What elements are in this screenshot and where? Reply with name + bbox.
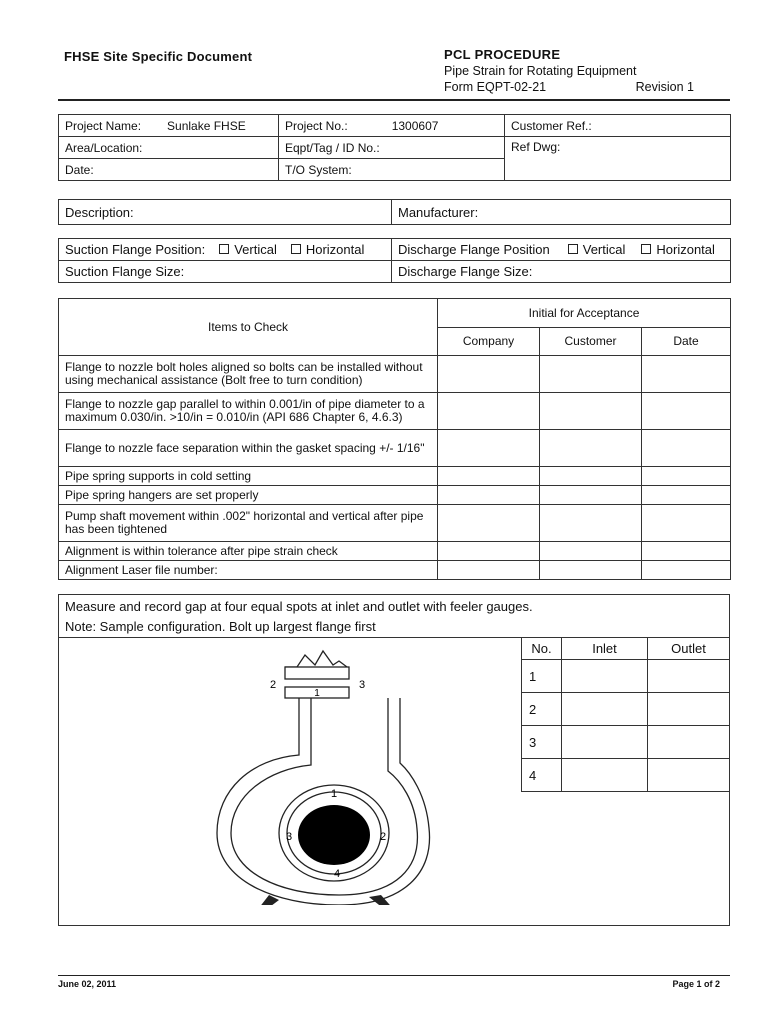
gap-measurement-table [521, 637, 730, 792]
suction-size-field[interactable] [59, 261, 392, 283]
description-table [58, 199, 731, 225]
check-item-1-company[interactable] [438, 356, 540, 393]
procedure-header [444, 47, 724, 95]
date-label: Date: [65, 162, 94, 177]
discharge-horizontal-label: Horizontal [656, 242, 715, 257]
date-header: Date [642, 327, 731, 356]
eqpt-tag-field[interactable] [279, 137, 505, 159]
discharge-vertical-label: Vertical [582, 242, 626, 257]
check-item-6-company[interactable] [438, 505, 540, 542]
procedure-title: PCL PROCEDURE [444, 47, 561, 62]
area-location-field[interactable] [59, 137, 279, 159]
measure-row-4-no: 4 [522, 759, 562, 792]
discharge-vertical-checkbox[interactable] [568, 244, 578, 254]
check-item-8: Alignment Laser file number: [59, 561, 438, 580]
measure-row-1-no: 1 [522, 660, 562, 693]
check-item-7-company[interactable] [438, 542, 540, 561]
broken-pipe-top [285, 651, 347, 667]
suction-horizontal-label: Horizontal [305, 242, 365, 257]
ref-dwg-label: Ref Dwg: [511, 140, 561, 154]
flange-label-1: 1 [314, 688, 320, 699]
check-item-4-date[interactable] [642, 467, 731, 486]
casing-label-3: 3 [285, 831, 293, 843]
discharge-position-field [392, 239, 731, 261]
check-item-5-company[interactable] [438, 486, 540, 505]
check-item-6: Pump shaft movement within .002" horizontal and vertical after pipe has been tightened [59, 505, 438, 542]
project-name-field[interactable] [59, 115, 279, 137]
no-header: No. [522, 638, 562, 660]
project-no-value: 1300607 [391, 118, 439, 133]
measure-row-2-inlet[interactable] [562, 693, 648, 726]
initial-for-acceptance-header: Initial for Acceptance [438, 299, 731, 328]
measure-row-4-inlet[interactable] [562, 759, 648, 792]
measurement-instruction: Measure and record gap at four equal spots at inlet and outlet with feeler gauges. [65, 599, 533, 614]
manufacturer-field[interactable] [392, 200, 731, 225]
check-item-5: Pipe spring hangers are set properly [59, 486, 438, 505]
description-field[interactable] [59, 200, 392, 225]
measure-row-4-outlet[interactable] [648, 759, 730, 792]
date-field[interactable] [59, 159, 279, 181]
document-title: FHSE Site Specific Document [64, 49, 253, 64]
check-item-8-date[interactable] [642, 561, 731, 580]
check-item-2-date[interactable] [642, 393, 731, 430]
check-item-2-customer[interactable] [540, 393, 642, 430]
check-item-3: Flange to nozzle face separation within the gasket spacing +/- 1/16" [59, 430, 438, 467]
check-item-4-company[interactable] [438, 467, 540, 486]
customer-ref-label: Customer Ref.: [511, 118, 592, 133]
procedure-subtitle: Pipe Strain for Rotating Equipment [444, 64, 637, 78]
check-item-2: Flange to nozzle gap parallel to within 0.001/in of pipe diameter to a maximum 0.030/in. >10/in = 0.010/in (API 686 Chapter 6, 4.6.3) [59, 393, 438, 430]
check-item-2-company[interactable] [438, 393, 540, 430]
check-item-1-customer[interactable] [540, 356, 642, 393]
outlet-header: Outlet [648, 638, 730, 660]
check-item-7-date[interactable] [642, 542, 731, 561]
measure-row-2-outlet[interactable] [648, 693, 730, 726]
check-item-3-company[interactable] [438, 430, 540, 467]
check-item-5-customer[interactable] [540, 486, 642, 505]
check-item-7: Alignment is within tolerance after pipe strain check [59, 542, 438, 561]
footer-date: June 02, 2011 [58, 979, 117, 989]
suction-opening [298, 805, 370, 865]
project-no-field[interactable] [279, 115, 505, 137]
footer-page-number: Page 1 of 2 [672, 979, 720, 989]
check-item-4-customer[interactable] [540, 467, 642, 486]
check-item-8-customer[interactable] [540, 561, 642, 580]
measure-row-1-inlet[interactable] [562, 660, 648, 693]
manufacturer-label: Manufacturer: [398, 204, 479, 220]
suction-position-field [59, 239, 392, 261]
project-name-label: Project Name: [65, 118, 142, 133]
measure-row-2-no: 2 [522, 693, 562, 726]
check-item-5-date[interactable] [642, 486, 731, 505]
check-item-6-customer[interactable] [540, 505, 642, 542]
inlet-header: Inlet [562, 638, 648, 660]
header-rule [58, 99, 730, 101]
area-location-label: Area/Location: [65, 140, 143, 155]
measure-row-3-no: 3 [522, 726, 562, 759]
check-item-1: Flange to nozzle bolt holes aligned so bolts can be installed without using mechanical assistance (Bolt free to turn condition) [59, 356, 438, 393]
suction-size-label: Suction Flange Size: [65, 264, 185, 279]
revision: Revision 1 [635, 80, 694, 94]
form-number-line [444, 79, 724, 95]
to-system-label: T/O System: [285, 162, 352, 177]
casing-label-2: 2 [379, 831, 387, 843]
discharge-size-label: Discharge Flange Size: [398, 264, 533, 279]
flange-table [58, 238, 731, 283]
checklist-table [58, 298, 731, 580]
measure-row-1-outlet[interactable] [648, 660, 730, 693]
ref-dwg-field[interactable] [505, 137, 731, 181]
customer-header: Customer [540, 327, 642, 356]
company-header: Company [438, 327, 540, 356]
suction-vertical-checkbox[interactable] [219, 244, 229, 254]
pump-flange-diagram [199, 645, 499, 905]
flange-label-2: 2 [269, 679, 277, 691]
check-item-3-date[interactable] [642, 430, 731, 467]
check-item-1-date[interactable] [642, 356, 731, 393]
to-system-field[interactable] [279, 159, 505, 181]
project-info-table [58, 114, 731, 181]
items-to-check-header: Items to Check [59, 299, 438, 356]
eqpt-tag-label: Eqpt/Tag / ID No.: [285, 140, 380, 155]
pump-foot-right [369, 895, 397, 905]
measurement-note: Note: Sample configuration. Bolt up largest flange first [65, 619, 376, 634]
measure-row-3-inlet[interactable] [562, 726, 648, 759]
suction-vertical-label: Vertical [234, 242, 277, 257]
casing-label-4: 4 [333, 868, 341, 880]
check-item-4: Pipe spring supports in cold setting [59, 467, 438, 486]
discharge-horizontal-checkbox[interactable] [641, 244, 651, 254]
check-item-6-date[interactable] [642, 505, 731, 542]
check-item-7-customer[interactable] [540, 542, 642, 561]
discharge-size-field[interactable] [392, 261, 731, 283]
project-no-label: Project No.: [285, 118, 348, 133]
check-item-8-company[interactable] [438, 561, 540, 580]
footer-rule [58, 975, 730, 976]
project-name-value: Sunlake FHSE [167, 118, 246, 133]
suction-horizontal-checkbox[interactable] [291, 244, 301, 254]
suction-position-label: Suction Flange Position: [65, 242, 206, 257]
flange-label-3: 3 [358, 679, 366, 691]
check-item-3-customer[interactable] [540, 430, 642, 467]
measure-row-3-outlet[interactable] [648, 726, 730, 759]
customer-ref-field[interactable] [505, 115, 731, 137]
discharge-position-label: Discharge Flange Position [398, 242, 550, 257]
casing-label-1: 1 [330, 788, 338, 800]
form-number: Form EQPT-02-21 [444, 80, 547, 94]
description-label: Description: [65, 204, 134, 220]
pipe-flange [285, 667, 349, 679]
